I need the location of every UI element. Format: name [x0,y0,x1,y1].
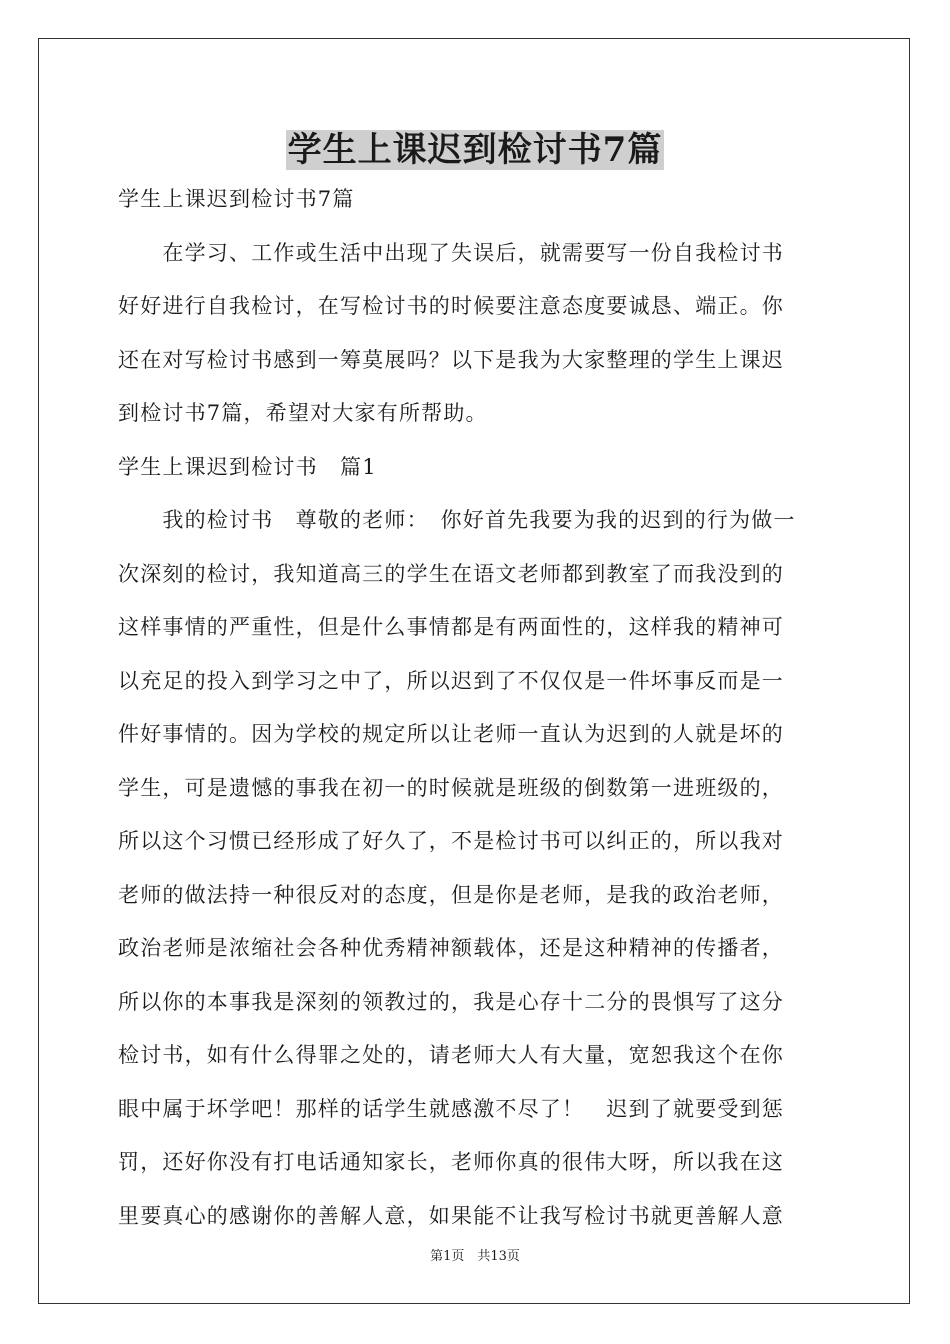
paragraph-line-13: 罚，还好你没有打电话通知家长，老师你真的很伟大呀，所以我在这 [118,1150,784,1174]
intro-line-4: 到检讨书7篇，希望对大家有所帮助。 [118,401,488,425]
paragraph-line-12: 眼中属于坏学吧！那样的话学生就感激不尽了！ 迟到了就要受到惩 [118,1096,784,1121]
intro-line-3: 还在对写检讨书感到一筹莫展吗？以下是我为大家整理的学生上课迟 [118,347,784,372]
paragraph-line-1: 我的检讨书 尊敬的老师： 你好首先我要为我的迟到的行为做一 [118,508,796,532]
page-footer: 第1页 共13页 [430,1249,520,1264]
paragraph-line-3: 这样事情的严重性，但是什么事情都是有两面性的，这样我的精神可 [118,615,784,639]
paragraph-line-10: 所以你的本事我是深刻的领教过的，我是心存十二分的畏惧写了这分 [118,989,784,1014]
paragraph-line-9: 政治老师是浓缩社会各种优秀精神额载体，还是这种精神的传播者， [118,936,784,960]
paragraph-line-14: 里要真心的感谢你的善解人意，如果能不让我写检讨书就更善解人意 [118,1203,784,1228]
paragraph-line-2: 次深刻的检讨，我知道高三的学生在语文老师都到教室了而我没到的 [118,561,784,586]
paragraph-line-11: 检讨书，如有什么得罪之处的，请老师大人有大量，宽恕我这个在你 [118,1043,784,1067]
document-title [0,126,950,174]
section-heading: 学生上课迟到检讨书 篇1 [118,454,377,479]
document-title-text: 学生上课迟到检讨书7篇 [287,130,663,170]
paragraph-line-7: 所以这个习惯已经形成了好久了，不是检讨书可以纠正的，所以我对 [118,829,784,853]
paragraph-line-6: 学生，可是遗憾的事我在初一的时候就是班级的倒数第一进班级的， [118,775,784,800]
intro-line-2: 好好进行自我检讨，在写检讨书的时候要注意态度要诚恳、端正。你 [118,294,784,318]
subtitle-line: 学生上课迟到检讨书7篇 [118,187,355,211]
paragraph-line-5: 件好事情的。因为学校的规定所以让老师一直认为迟到的人就是坏的 [118,722,784,746]
document-body [118,173,834,1243]
intro-line-1: 在学习、工作或生活中出现了失误后，就需要写一份自我检讨书 [118,240,784,265]
paragraph-line-8: 老师的做法持一种很反对的态度，但是你是老师，是我的政治老师， [118,882,784,907]
paragraph-line-4: 以充足的投入到学习之中了，所以迟到了不仅仅是一件坏事反而是一 [118,668,784,693]
